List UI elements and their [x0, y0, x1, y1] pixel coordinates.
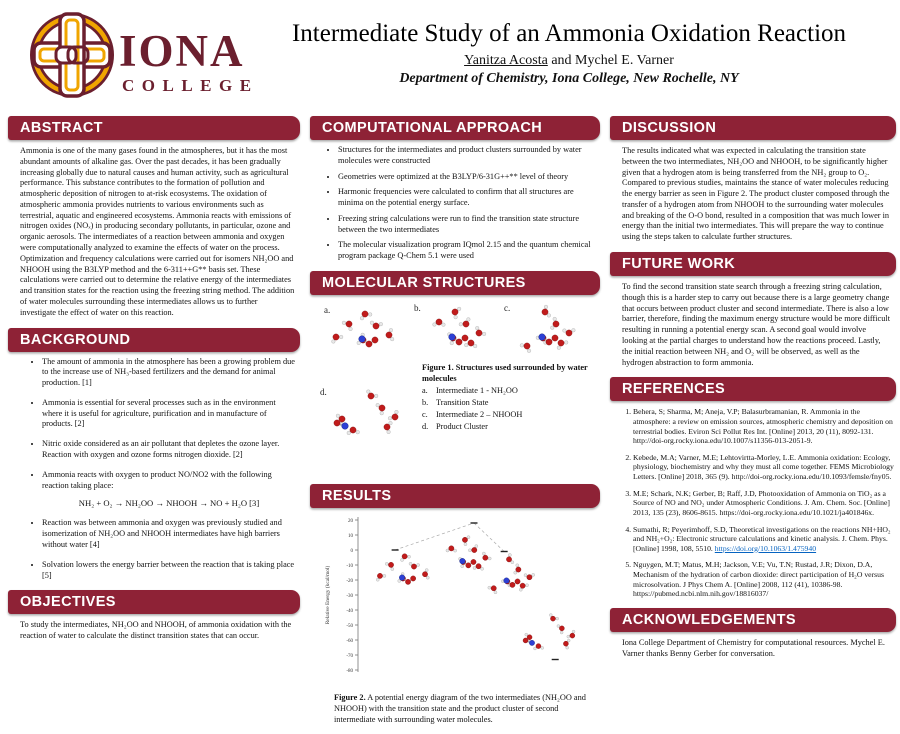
left-column	[8, 116, 300, 651]
reference-item: 2. Kebede, M.A; Varner, M.E; Lehtovirtta-Morley, L.E. Ammonia oxidation: Ecology, physiology, biochemistry and why they must all come together. FEMS Microbiology Letters. [Online] 2018, 365 (9). http://doi-org.rocky.iona.edu/10.1093/femsle/fny05.	[633, 453, 894, 482]
acknowledgements-section	[610, 608, 896, 660]
background-section	[8, 328, 300, 582]
background-bullet: • Ammonia reacts with oxygen to product NO/NO2 with the following reaction taking place: NH₂ + O₂ → NH₂OO → NHOOH → NO + H₂O [3]	[42, 470, 296, 510]
reference-item: 1. Behera, S; Sharma, M; Aneja, V.P; Balasurbramanian, R. Ammonia in the atmosphere: a review on emission sources, atmospheric chemistry and deposition on terrestrial bodies. Eviron Sci Pollut Res Int. [Online] 2013, 20 (11), 8092-131. http://doi-org.rocky.iona.edu/10.1007/s11356-013-2051-9.	[633, 407, 894, 446]
energy-diagram-wrap	[320, 512, 600, 689]
future-work-section	[610, 252, 896, 368]
svg-text:c.: c.	[504, 303, 510, 313]
reference-item: 5. Nguygen, M.T; Matus, M.H; Jackson, V.E; Vu, T.N; Rustad, J.R; Dixon, D.A, Mechanism of the hydration of carbon dioxide: direct participation of H₂O versus microsolvation. J Phys Chem A. [Online] 2008, 112 (41), 10386-98. https://pubmed.ncbi.nlm.nih.gov/18816037/	[633, 560, 894, 599]
computational-approach-heading: COMPUTATIONAL APPROACH	[310, 116, 600, 140]
svg-text:Relative Energy (kcal/mol): Relative Energy (kcal/mol)	[324, 566, 331, 625]
title-block	[245, 20, 893, 87]
reaction-equation: NH₂ + O₂ → NH₂OO → NHOOH → NO + H₂O [3]	[42, 498, 296, 509]
computational-approach-section	[310, 116, 600, 262]
background-bullet: • Nitric oxide considered as an air pollutant that depletes the ozone layer. Reaction with oxygen and ozone forms nitrogen dioxide. [2]	[42, 439, 296, 461]
svg-text:-40: -40	[346, 609, 353, 614]
figure1-item: d. Product Cluster	[422, 422, 598, 433]
abstract-body: Ammonia is one of the many gases found in the atmospheres, but it has the most abundant amounts of alkaline gas. Over the past decades, it has been gradually increasing globally due to natural causes and human activity, such as agricultural performance. This substance contributes to the formation of pollution and atmospheric deposition of nitrogen to at-risk ecosystems. The oxidation of atmospheric ammonia provides nutrients to various environments such as terrestrial, aquatic and engineered ecosystems. Ammonia reacts with emissions of nitrogen oxides (NOₓ) in producing secondary pollutants, in particular, ozone and organic aerosols. The intermediates of a reaction between ammonia and oxygen were computationally analyzed to examine the effects of water on the process. Optimization and frequency calculations were carried out for isomers NH₂OO and NHOOH using the B3LYP method and the 6-311++G** basis set. These calculations were carried out to determine the relative energy of the intermediates and transition states for the reaction using the freezing string method. The addition of water molecules surrounding these intermediates allows us to further investigate the effect of water on this reaction.	[8, 140, 300, 319]
figure2-caption-bold: Figure 2.	[334, 693, 366, 702]
svg-text:-60: -60	[346, 639, 353, 644]
svg-text:-20: -20	[346, 579, 353, 584]
svg-text:-80: -80	[346, 669, 353, 674]
svg-text:b.: b.	[414, 303, 421, 313]
results-section	[310, 484, 600, 725]
logo-wordmark: IONA	[119, 26, 245, 76]
acknowledgements-heading: ACKNOWLEDGEMENTS	[610, 608, 896, 632]
discussion-heading: DISCUSSION	[610, 116, 896, 140]
author-primary: Yanitza Acosta	[464, 53, 548, 68]
discussion-section	[610, 116, 896, 243]
figure1-caption-title: Figure 1. Structures used surrounded by water molecules	[422, 363, 598, 385]
results-heading: RESULTS	[310, 484, 600, 508]
figure1-item: b. Transition State	[422, 398, 598, 409]
background-bullet: • Solvation lowers the energy barrier between the reaction that is taking place [5]	[42, 560, 296, 582]
svg-text:-10: -10	[346, 564, 353, 569]
results-energy-chart	[320, 512, 598, 684]
svg-text:0: 0	[351, 549, 354, 554]
figure1-item-list	[422, 386, 598, 433]
middle-column	[310, 116, 600, 734]
molecular-structures-heading: MOLECULAR STRUCTURES	[310, 271, 600, 295]
molecular-structures-section	[310, 271, 600, 475]
author-secondary: and Mychel E. Varner	[548, 53, 674, 68]
figure2-caption-text: A potential energy diagram of the two intermediates (NH₂OO and NHOOH) with the transition state and the product cluster of second intermediate with surrounding water molecules.	[334, 693, 586, 724]
svg-text:20: 20	[348, 519, 354, 524]
reference-item: 3. M.E; Schark, N.K; Gerber, B; Raff, J.D, Photooxidation of Ammonia on TiO₂ as a Source of NO and NO₂ under Atmospheric Conditions. J. Am. Chem. Soc. [Online] 2013, 135 (23), 8606-8615. https://doi-org.rocky.iona.edu/10.1021/ja401846x.	[633, 489, 894, 518]
affiliation: Department of Chemistry, Iona College, New Rochelle, NY	[245, 71, 893, 87]
references-section	[610, 377, 896, 599]
background-bullet-list	[8, 357, 300, 582]
approach-bullet: • Structures for the intermediates and product clusters surrounded by water molecules were constructed	[338, 145, 596, 167]
abstract-heading: ABSTRACT	[8, 116, 300, 140]
approach-bullet-list	[310, 145, 600, 262]
background-bullet: • Reaction was between ammonia and oxygen was previously studied and isomerization of NH₂OO and NHOOH intermediates have high barriers without water [4]	[42, 518, 296, 550]
future-work-heading: FUTURE WORK	[610, 252, 896, 276]
abstract-section	[8, 116, 300, 319]
reference-list	[620, 407, 894, 599]
authors-line	[245, 53, 893, 69]
objectives-body: To study the intermediates, NH₂OO and NHOOH, of ammonia oxidation with the reaction of water to calculate the distinct transition states that can occur.	[8, 614, 300, 642]
svg-text:10: 10	[348, 534, 354, 539]
objectives-section	[8, 590, 300, 642]
logo-subtext: COLLEGE	[122, 76, 259, 95]
acknowledgements-body: Iona College Department of Chemistry for computational resources. Mychel E. Varner thanks Benny Gerber for conversation.	[610, 632, 896, 660]
references-body	[610, 401, 896, 599]
poster-title: Intermediate Study of an Ammonia Oxidation Reaction	[245, 20, 893, 48]
svg-text:-70: -70	[346, 654, 353, 659]
figure1-item: a. Intermediate 1 - NH₂OO	[422, 386, 598, 397]
reference-link[interactable]: https://doi.org/10.1063/1.475940	[715, 544, 816, 553]
svg-text:-50: -50	[346, 624, 353, 629]
approach-bullet: • The molecular visualization program IQmol 2.15 and the quantum chemical program package Q-Chem 5.1 were used	[338, 240, 596, 262]
figure1-caption	[422, 363, 598, 433]
celtic-cross-icon	[26, 6, 261, 106]
background-bullet: • The amount of ammonia in the atmosphere has been a growing problem due to the increase use of NH₃-based fertilizers and the demand for animal production. [1]	[42, 357, 296, 389]
figure1-area	[310, 297, 600, 475]
svg-text:d.: d.	[320, 387, 327, 397]
references-heading: REFERENCES	[610, 377, 896, 401]
objectives-heading: OBJECTIVES	[8, 590, 300, 614]
background-heading: BACKGROUND	[8, 328, 300, 352]
right-column	[610, 116, 896, 668]
reference-item: 4. Sumathi, R; Peyerimhoff, S.D, Theoretical investigations on the reactions NH+HO₂ and NH₂+O₂: Electronic structure calculations and kinetic analysis. J. Chem. Phys. [Online] 1998, 108, 5510. https://doi.org/10.1063/1.475940	[633, 525, 894, 554]
approach-bullet: • Freezing string calculations were run to find the transition state structure between the two intermediates	[338, 214, 596, 236]
svg-text:-30: -30	[346, 594, 353, 599]
figure2-caption	[310, 689, 600, 725]
iona-college-logo	[26, 6, 261, 106]
approach-bullet: • Harmonic frequencies were calculated to confirm that all structures are minima on the potential energy surface.	[338, 187, 596, 209]
svg-text:a.: a.	[324, 305, 330, 315]
discussion-body: The results indicated what was expected in calculating the transition state between the two intermediates, NH₂OO and NHOOH, to be significantly higher given that a hydrogen atom is being transferred from the NH₂ group to O₂. Compared to previous studies, maintains the stance of water molecules reducing the energy barrier as seen in Figure 2. The product cluster composed through the transfer of a hydrogen atom from NHOOH to the surrounding water molecules and breaking of the O-O bond, resulted in a composition that was much lower in energy than the initial two intermediates. This will prepare the way to continue using the steps taken to calculate further structures.	[610, 140, 896, 243]
future-work-body: To find the second transition state search through a freezing string calculation, though this is a harder step to carry out because there is a large geometry change that occurs between product cluster and second intermediate. There is also a low barrier, therefore, finding the maximum energy structure would be more difficult resulting in running a potential energy scan. A second goal would involve looking at the partial charges to understand how the reactions proceed. Lastly, the initial reaction between NH₂ and O₂ will be observed, as well as the hydrogen abstraction to form ammonia.	[610, 276, 896, 368]
approach-bullet: • Geometries were optimized at the B3LYP/6-31G++** level of theory	[338, 172, 596, 183]
background-bullet: • Ammonia is essential for several processes such as in the environment where it is useful for agriculture, purification and in manufacture of products. [2]	[42, 398, 296, 430]
figure1-item: c. Intermediate 2 – NHOOH	[422, 410, 598, 421]
